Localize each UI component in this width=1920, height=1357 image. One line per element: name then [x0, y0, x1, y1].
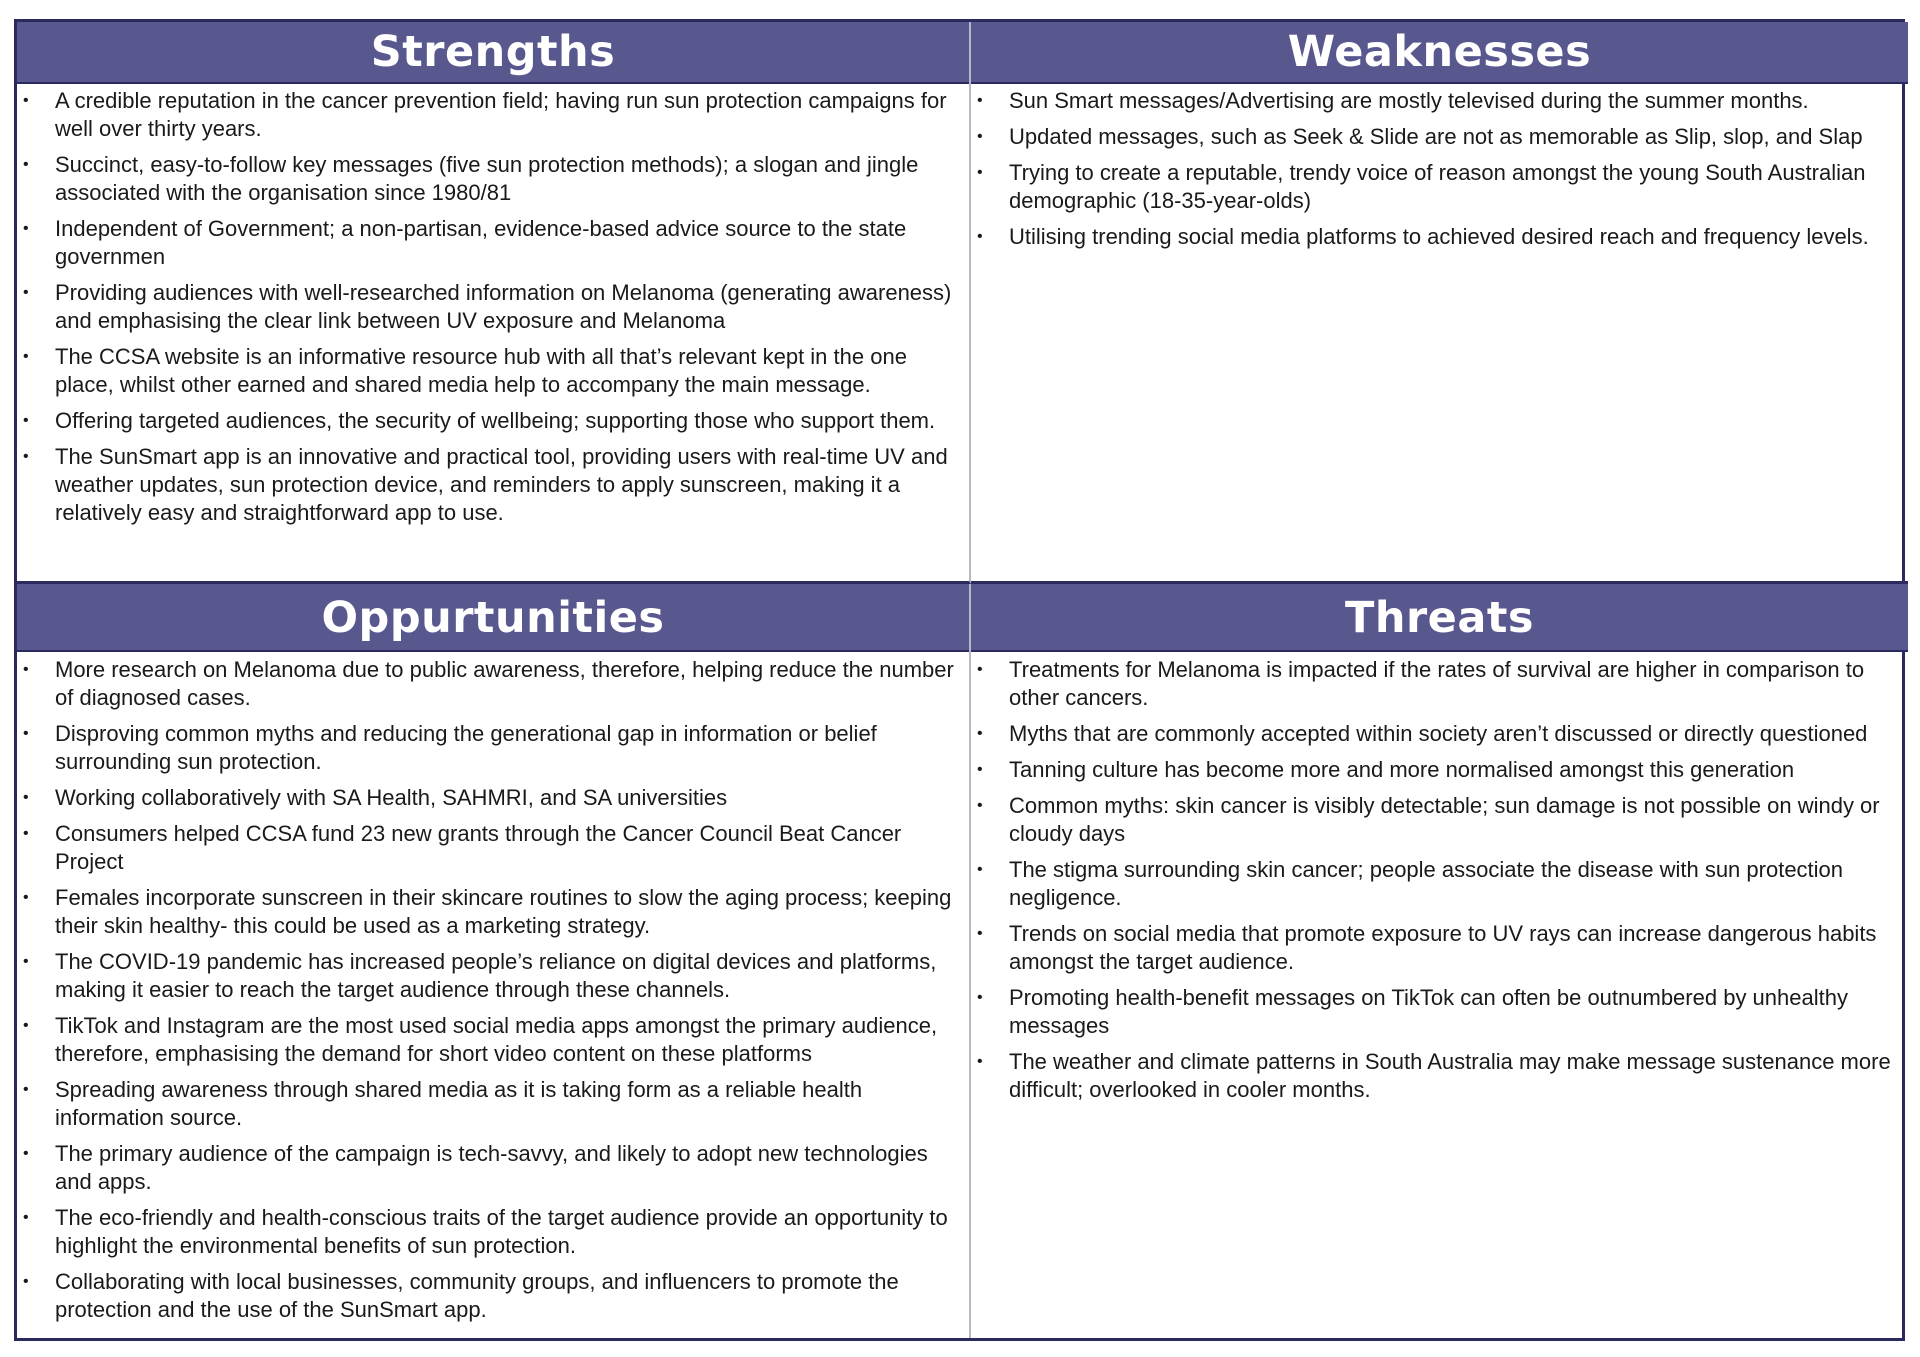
bullet-icon: • [977, 164, 983, 181]
list-item [17, 1076, 969, 1132]
strengths-quadrant [17, 22, 971, 584]
list-item-text: Trying to create a reputable, trendy voice of reason amongst the young South Australian demographic (18-35-year-olds) [1009, 160, 1866, 213]
bullet-icon: • [23, 1145, 29, 1162]
list-item-text: Promoting health-benefit messages on TikTok can often be outnumbered by unhealthy messages [1009, 985, 1848, 1038]
bullet-icon: • [977, 725, 983, 742]
list-item-text: TikTok and Instagram are the most used social media apps amongst the primary audience, therefore, emphasising the demand for short video content on these platforms [55, 1013, 938, 1066]
list-item [17, 279, 969, 335]
list-item [17, 1204, 969, 1260]
weaknesses-list [971, 84, 1908, 259]
list-item-text: Myths that are commonly accepted within society aren’t discussed or directly questioned [1009, 721, 1868, 746]
list-item [971, 720, 1908, 748]
opportunities-list [17, 652, 969, 1332]
list-item [17, 151, 969, 207]
list-item-text: Updated messages, such as Seek & Slide are not as memorable as Slip, slop, and Slap [1009, 124, 1863, 149]
bullet-icon: • [23, 661, 29, 678]
list-item-text: Tanning culture has become more and more normalised amongst this generation [1009, 757, 1795, 782]
bullet-icon: • [23, 448, 29, 465]
list-item-text: A credible reputation in the cancer prevention field; having run sun protection campaigns for well over thirty years. [55, 88, 947, 141]
list-item-text: The eco-friendly and health-conscious traits of the target audience provide an opportunity to highlight the environmental benefits of sun protection. [55, 1205, 948, 1258]
bullet-icon: • [23, 1017, 29, 1034]
list-item [17, 1012, 969, 1068]
list-item-text: Offering targeted audiences, the security of wellbeing; supporting those who support them. [55, 408, 936, 433]
list-item-text: Collaborating with local businesses, community groups, and influencers to promote the protection and the use of the SunSmart app. [55, 1269, 899, 1322]
list-item-text: Utilising trending social media platforms to achieved desired reach and frequency levels. [1009, 224, 1869, 249]
bullet-icon: • [977, 661, 983, 678]
list-item [17, 820, 969, 876]
bullet-icon: • [23, 1081, 29, 1098]
bullet-icon: • [977, 989, 983, 1006]
list-item [17, 87, 969, 143]
weaknesses-title: Weaknesses [971, 22, 1908, 84]
list-item-text: The primary audience of the campaign is tech-savvy, and likely to adopt new technologies and apps. [55, 1141, 928, 1194]
strengths-title: Strengths [17, 22, 969, 84]
bullet-icon: • [23, 725, 29, 742]
bullet-icon: • [977, 1053, 983, 1070]
bullet-icon: • [23, 789, 29, 806]
list-item [971, 792, 1908, 848]
bullet-icon: • [977, 925, 983, 942]
list-item [17, 343, 969, 399]
list-item-text: More research on Melanoma due to public awareness, therefore, helping reduce the number of diagnosed cases. [55, 657, 954, 710]
list-item-text: The COVID-19 pandemic has increased people’s reliance on digital devices and platforms, making it easier to reach the target audience through these channels. [55, 949, 937, 1002]
list-item [17, 720, 969, 776]
bullet-icon: • [23, 348, 29, 365]
list-item [971, 1048, 1908, 1104]
list-item-text: Independent of Government; a non-partisan, evidence-based advice source to the state governmen [55, 216, 907, 269]
bullet-icon: • [23, 825, 29, 842]
list-item [971, 920, 1908, 976]
swot-grid [14, 19, 1905, 1341]
bullet-icon: • [977, 761, 983, 778]
list-item-text: Treatments for Melanoma is impacted if the rates of survival are higher in comparison to other cancers. [1009, 657, 1865, 710]
bullet-icon: • [977, 128, 983, 145]
list-item [17, 1268, 969, 1324]
list-item [971, 656, 1908, 712]
list-item [17, 948, 969, 1004]
bullet-icon: • [23, 156, 29, 173]
bullet-icon: • [977, 797, 983, 814]
list-item [17, 407, 969, 435]
weaknesses-quadrant [971, 22, 1908, 584]
list-item-text: Providing audiences with well-researched information on Melanoma (generating awareness) and emphasising the clear link between UV exposure and Melanoma [55, 280, 952, 333]
list-item [971, 984, 1908, 1040]
list-item-text: Succinct, easy-to-follow key messages (five sun protection methods); a slogan and jingle associated with the organisation since 1980/81 [55, 152, 919, 205]
bullet-icon: • [23, 284, 29, 301]
list-item [17, 784, 969, 812]
opportunities-title: Oppurtunities [17, 584, 969, 652]
list-item-text: The stigma surrounding skin cancer; people associate the disease with sun protection negligence. [1009, 857, 1844, 910]
list-item-text: Disproving common myths and reducing the generational gap in information or belief surrounding sun protection. [55, 721, 877, 774]
bullet-icon: • [977, 861, 983, 878]
bullet-icon: • [23, 953, 29, 970]
bullet-icon: • [23, 220, 29, 237]
strengths-list [17, 84, 969, 535]
bullet-icon: • [23, 92, 29, 109]
list-item [971, 856, 1908, 912]
list-item-text: The CCSA website is an informative resource hub with all that’s relevant kept in the one place, whilst other earned and shared media help to accompany the main message. [55, 344, 907, 397]
bullet-icon: • [23, 1209, 29, 1226]
list-item-text: Working collaboratively with SA Health, SAHMRI, and SA universities [55, 785, 728, 810]
bullet-icon: • [977, 228, 983, 245]
list-item-text: Consumers helped CCSA fund 23 new grants through the Cancer Council Beat Cancer Project [55, 821, 902, 874]
bullet-icon: • [23, 1273, 29, 1290]
list-item-text: Sun Smart messages/Advertising are mostly televised during the summer months. [1009, 88, 1809, 113]
list-item [17, 884, 969, 940]
bullet-icon: • [23, 412, 29, 429]
bullet-icon: • [23, 889, 29, 906]
list-item [971, 756, 1908, 784]
list-item-text: Females incorporate sunscreen in their skincare routines to slow the aging process; keeping their skin healthy- this could be used as a marketing strategy. [55, 885, 952, 938]
list-item [17, 1140, 969, 1196]
list-item [17, 656, 969, 712]
list-item-text: Common myths: skin cancer is visibly detectable; sun damage is not possible on windy or cloudy days [1009, 793, 1880, 846]
list-item [17, 215, 969, 271]
threats-title: Threats [971, 584, 1908, 652]
list-item [971, 159, 1908, 215]
list-item-text: The SunSmart app is an innovative and practical tool, providing users with real-time UV and weather updates, sun protection device, and reminders to apply sunscreen, making it a relatively easy and straightforward app to use. [55, 444, 948, 525]
list-item [17, 443, 969, 527]
list-item-text: Spreading awareness through shared media as it is taking form as a reliable health information source. [55, 1077, 863, 1130]
threats-quadrant [971, 584, 1908, 1338]
list-item [971, 223, 1908, 251]
bullet-icon: • [977, 92, 983, 109]
list-item-text: Trends on social media that promote exposure to UV rays can increase dangerous habits amongst the target audience. [1009, 921, 1877, 974]
opportunities-quadrant [17, 584, 971, 1338]
threats-list [971, 652, 1908, 1112]
list-item [971, 87, 1908, 115]
list-item [971, 123, 1908, 151]
list-item-text: The weather and climate patterns in South Australia may make message sustenance more difficult; overlooked in cooler months. [1009, 1049, 1891, 1102]
